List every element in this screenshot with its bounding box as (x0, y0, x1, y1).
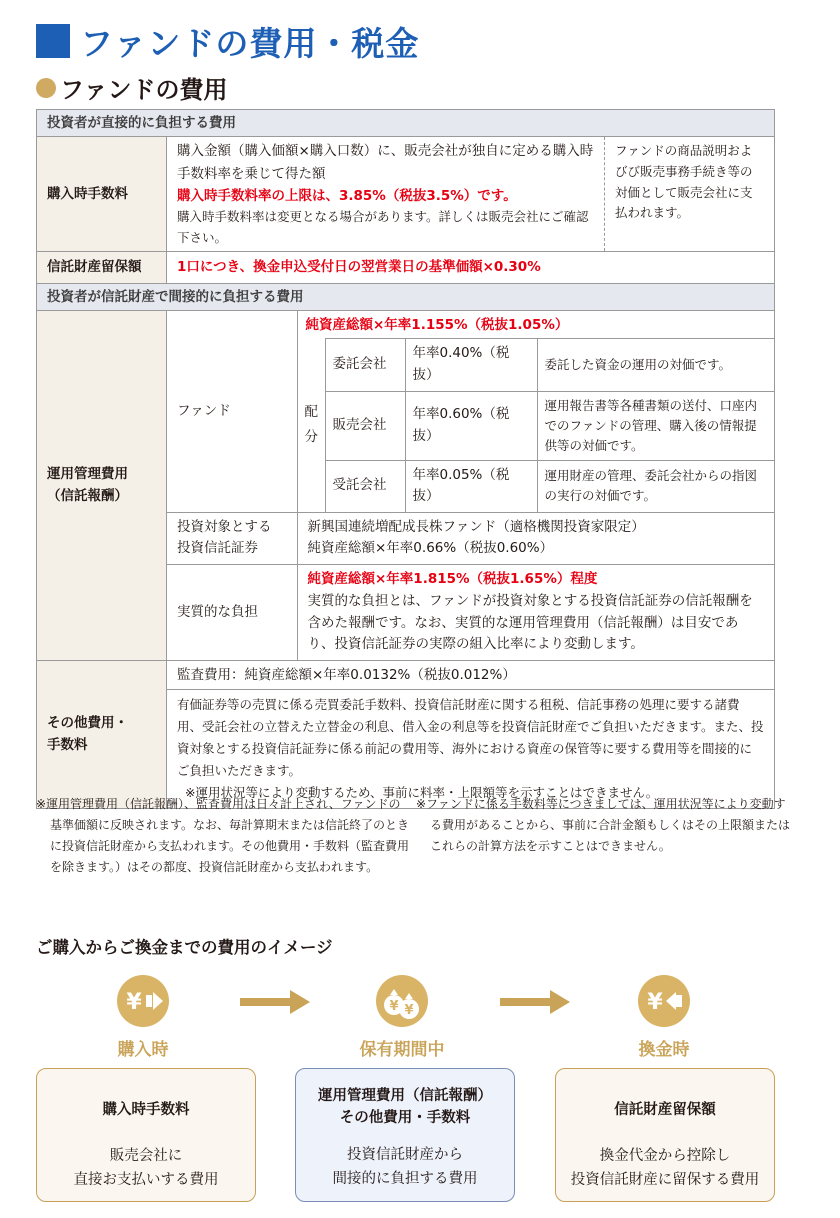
mgmt-fee-label-line1: 運用管理費用 (47, 466, 128, 483)
box-body-line1: 投資信託財産から (347, 1146, 463, 1163)
arrow-right-icon (240, 990, 310, 1014)
alloc-desc: 委託した資金の運用の対価です。 (537, 339, 774, 391)
footnote-right: ※ファンドに係る手数料等につきましては、運用状況等により変動する費用があることから、事前に合計金額もしくはその上限額またはこれらの計算方法を示すことはできません。 (416, 797, 791, 853)
svg-text:¥: ¥ (389, 999, 399, 1014)
target-fund-fee: 純資産総額×年率0.66%（税抜0.60%） (307, 540, 554, 557)
other-fees-label-line2: 手数料 (47, 737, 88, 754)
alloc-desc: 運用報告書等各種書類の送付、口座内でのファンドの管理、購入後の情報提供等の対価です。 (537, 391, 774, 460)
cost-image-title: ご購入からご換金までの費用のイメージ (36, 938, 333, 957)
alloc-rate: 年率0.60%（税抜） (405, 391, 537, 460)
target-fund-name: 新興国連続増配成長株ファンド（適格機関投資家限定） (307, 518, 645, 535)
alloc-desc: 運用財産の管理、委託会社からの指図の実行の対価です。 (537, 460, 774, 512)
cost-box-holding (295, 1068, 515, 1202)
target-fund-label-line1: 投資対象とする (177, 518, 272, 535)
alloc-party: 委託会社 (325, 339, 405, 391)
purchase-fee-purpose: ファンドの商品説明およびび販売事務手続き等の対価として販売会社に支払われます。 (605, 137, 775, 252)
box-title: 購入時手数料 (102, 1102, 190, 1118)
target-fund-label-line2: 投資信託証券 (177, 540, 258, 557)
retention-label: 信託財産留保額 (37, 252, 167, 283)
purchase-fee-label: 購入時手数料 (37, 137, 167, 252)
cost-box-redemption (555, 1068, 775, 1202)
svg-text:¥: ¥ (647, 990, 663, 1015)
money-bags-icon (376, 975, 428, 1027)
svg-text:¥: ¥ (126, 990, 142, 1015)
fees-table (36, 109, 775, 809)
alloc-party: 販売会社 (325, 391, 405, 460)
other-fees-desc: 有価証券等の売買に係る売買委託手数料、投資信託財産に関する租税、信託事務の処理に要する諸費用、受託会社の立替えた立替金の利息、借入金の利息等を投資信託財産でご負担いただきます。また、投資対象とする投資信託証券に係る前記の費用等、海外における資産の保管等に要する費用等を間接的にご負担いただきます。 (177, 697, 764, 778)
alloc-rate: 年率0.05%（税抜） (405, 460, 537, 512)
stage-label-redemption: 換金時 (638, 1040, 690, 1060)
other-fees-note: ※運用状況等により変動するため、事前に料率・上限額等を示すことはできません。 (185, 784, 659, 800)
mgmt-fee-label (37, 310, 167, 660)
svg-text:¥: ¥ (404, 1003, 414, 1018)
box-title-line1: 運用管理費用（信託報酬） (318, 1088, 492, 1104)
stage-label-holding: 保有期間中 (359, 1040, 445, 1060)
arrow-right-icon (500, 990, 570, 1014)
retention-value: 1口につき、換金申込受付日の翌営業日の基準価額×0.30% (167, 252, 775, 283)
fund-total-fee: 純資産総額×年率1.155%（税抜1.05%） (305, 316, 569, 333)
purchase-fee-note: 購入時手数料率は変更となる場合があります。詳しくは販売会社にご確認下さい。 (177, 209, 589, 245)
bullet-dot-icon (36, 78, 56, 98)
other-fees-label (37, 661, 167, 809)
allocation-label-char1: 配 (304, 403, 318, 420)
box-body-line1: 換金代金から控除し (599, 1148, 731, 1165)
purchase-fee-desc: 購入金額（購入価額×購入口数）に、販売会社が独自に定める購入時手数料率を乗じて得た額 (177, 143, 594, 182)
alloc-party: 受託会社 (325, 460, 405, 512)
fund-fee-breakdown (167, 311, 774, 512)
yen-out-icon (638, 975, 690, 1027)
audit-fee: 監査費用：純資産総額×年率0.0132%（税抜0.012%） (167, 661, 775, 690)
cost-box-purchase (36, 1068, 256, 1202)
title-square-icon (36, 24, 70, 58)
box-title-line2: その他費用・手数料 (339, 1110, 471, 1127)
indirect-costs-header: 投資者が信託財産で間接的に負担する費用 (37, 283, 775, 310)
box-body-line2: 投資信託財産に留保する費用 (570, 1172, 760, 1189)
purchase-fee-cap: 購入時手数料率の上限は、3.85%（税抜3.5%）です。 (177, 187, 517, 204)
box-body-line2: 直接お支払いする費用 (73, 1172, 219, 1189)
box-title: 信託財産留保額 (614, 1102, 716, 1118)
effective-burden-row (167, 565, 774, 659)
alloc-rate: 年率0.40%（税抜） (405, 339, 537, 391)
effective-burden-label: 実質的な負担 (167, 565, 297, 659)
target-fund-row (167, 513, 774, 564)
page-title: ファンドの費用・税金 (80, 24, 420, 63)
fund-label: ファンド (167, 311, 297, 512)
allocation-label (297, 339, 325, 512)
allocation-label-char2: 分 (304, 429, 318, 446)
effective-burden-desc: 実質的な負担とは、ファンドが投資対象とする投資信託証券の信託報酬を含めた報酬です。なお、実質的な運用管理費用（信託報酬）は目安であり、投資信託証券の実際の組入比率により変動します。 (307, 592, 753, 653)
effective-burden-fee: 純資産総額×年率1.815%（税抜1.65%）程度 (307, 571, 598, 588)
direct-costs-header: 投資者が直接的に負担する費用 (37, 110, 775, 137)
box-body-line2: 間接的に負担する費用 (332, 1170, 478, 1187)
yen-in-icon (117, 975, 169, 1027)
target-fund-label (167, 513, 297, 564)
footnote-left: ※運用管理費用（信託報酬）、監査費用は日々計上され、ファンドの基準価額に反映されます。なお、毎計算期末または信託終了のときに投資信託財産から支払われます。その他費用・手数料（監査費用を除きます。）はその都度、投資信託財産から支払われます。 (36, 797, 410, 874)
section-subtitle: ファンドの費用 (60, 76, 228, 104)
mgmt-fee-label-line2: （信託報酬） (47, 488, 128, 505)
other-fees-label-line1: その他費用・ (47, 715, 128, 732)
stage-label-purchase: 購入時 (117, 1040, 169, 1060)
box-body-line1: 販売会社に (109, 1148, 183, 1165)
